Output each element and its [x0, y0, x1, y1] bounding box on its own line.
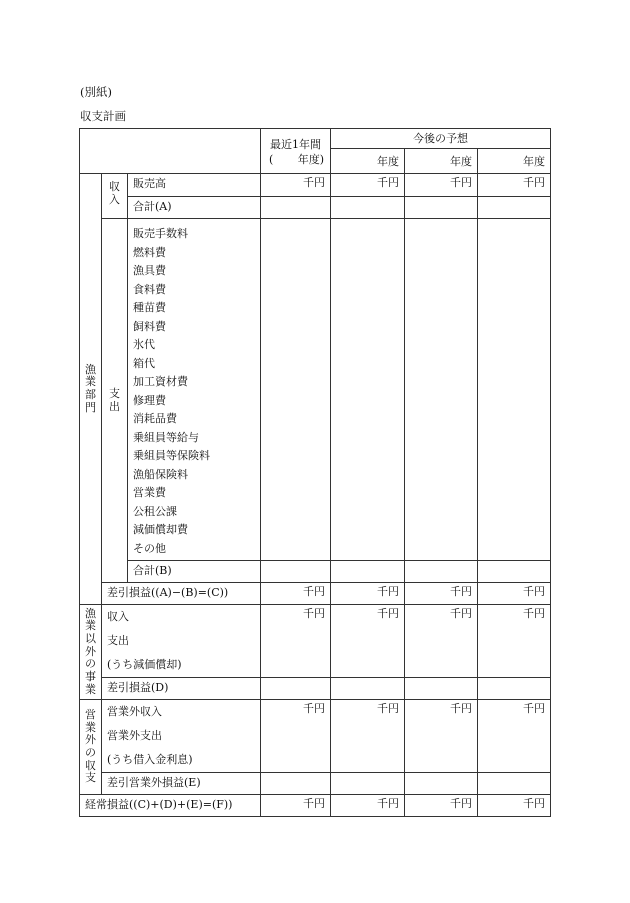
- expense-item: 修理費: [133, 393, 166, 407]
- nonop-balance-label: 差引営業外損益(E): [102, 773, 261, 795]
- other-balance-f3: [478, 678, 551, 700]
- nonop-char-1: 営: [85, 708, 96, 722]
- nonop-char-2: 業: [85, 720, 96, 734]
- forecast-year-3: 年度: [478, 149, 551, 174]
- ordinary-f1-unit: 千円: [331, 795, 405, 817]
- nonop-char-4: の: [85, 746, 96, 759]
- other-char-3: 以: [85, 632, 96, 646]
- recent-year-field: [261, 150, 330, 165]
- nonop-char-3: 外: [85, 733, 96, 747]
- other-char-6: 事: [85, 669, 96, 683]
- income-total-f2: [405, 197, 478, 219]
- non-operating-items: [102, 700, 261, 773]
- nonop-f3-unit: 千円: [478, 700, 551, 773]
- expense-total-f3: [478, 561, 551, 583]
- nonop-income-label: 営業外収入: [107, 705, 162, 718]
- expense-items-list: [128, 219, 261, 561]
- nonop-balance-f3: [478, 773, 551, 795]
- fishery-section-label: [80, 174, 102, 605]
- income-char-1: 収: [109, 180, 120, 193]
- forecast-year-1: 年度: [331, 149, 405, 174]
- other-income-label: 収入: [107, 610, 129, 623]
- other-char-4: 外: [85, 644, 96, 658]
- expense-group-label: [102, 219, 128, 583]
- other-balance-recent: [261, 678, 331, 700]
- income-total-label: 合計(A): [128, 197, 261, 219]
- nonop-balance-f2: [405, 773, 478, 795]
- expense-item: 乗組員等給与: [133, 430, 199, 444]
- expense-item: 公租公課: [133, 504, 177, 518]
- document-title: 収支計画: [80, 109, 126, 123]
- expense-item: 乗組員等保険料: [133, 449, 210, 462]
- sales-recent-unit: 千円: [261, 174, 331, 197]
- nonop-balance-f1: [331, 773, 405, 795]
- forecast-year-2: 年度: [405, 149, 478, 174]
- sales-f1-unit: 千円: [331, 174, 405, 197]
- ordinary-f2-unit: 千円: [405, 795, 478, 817]
- nonop-char-5: 収: [85, 758, 96, 772]
- expenses-f1: [331, 219, 405, 561]
- expense-item: 漁船保険料: [133, 467, 188, 481]
- expense-item: 消耗品費: [133, 412, 177, 425]
- nonop-f2-unit: 千円: [405, 700, 478, 773]
- expense-item: 販売手数料: [133, 227, 188, 240]
- ordinary-profit-label: 経常損益((C)+(D)+(E)=(F)): [80, 795, 261, 817]
- expense-item: 営業費: [133, 486, 166, 499]
- sales-f3-unit: 千円: [478, 174, 551, 197]
- expense-total-f1: [331, 561, 405, 583]
- nonop-char-6: 支: [85, 771, 96, 785]
- expense-item: その他: [133, 541, 166, 555]
- ordinary-recent-unit: 千円: [261, 795, 331, 817]
- fishery-char-1: 漁: [85, 362, 96, 376]
- expense-total-recent: [261, 561, 331, 583]
- attachment-label: (別紙): [80, 85, 112, 99]
- other-balance-f2: [405, 678, 478, 700]
- fishery-balance-f2-unit: 千円: [405, 583, 478, 605]
- sales-f2-unit: 千円: [405, 174, 478, 197]
- other-char-1: 漁: [85, 606, 96, 620]
- header-blank-cell: [80, 129, 261, 174]
- expense-item: 氷代: [133, 338, 155, 351]
- other-char-5: の: [85, 657, 96, 671]
- fishery-char-2: 業: [85, 375, 96, 389]
- fishery-balance-f3-unit: 千円: [478, 583, 551, 605]
- expense-item: 飼料費: [133, 319, 166, 333]
- income-group-label: [102, 174, 128, 219]
- nonop-f1-unit: 千円: [331, 700, 405, 773]
- expense-item: 食料費: [133, 282, 166, 296]
- expense-item: 減価償却費: [133, 523, 188, 536]
- fishery-balance-f1-unit: 千円: [331, 583, 405, 605]
- expense-item: 漁具費: [133, 264, 166, 277]
- income-total-f1: [331, 197, 405, 219]
- nonop-interest-label: (うち借入金利息): [107, 753, 193, 766]
- other-expense-label: 支出: [107, 634, 129, 647]
- expenses-f3: [478, 219, 551, 561]
- other-business-items: [102, 605, 261, 678]
- non-operating-section-label: [80, 700, 102, 795]
- recent-period-label: 最近1年間: [270, 138, 321, 151]
- expense-item: 加工資材費: [133, 375, 188, 388]
- other-balance-label: 差引損益(D): [102, 678, 261, 700]
- fishery-balance-recent-unit: 千円: [261, 583, 331, 605]
- expense-item: 箱代: [133, 356, 155, 370]
- expense-item: 燃料費: [133, 245, 166, 259]
- other-f2-unit: 千円: [405, 605, 478, 678]
- recent-year-open: (: [269, 153, 274, 166]
- other-balance-f1: [331, 678, 405, 700]
- recent-year-header: [261, 129, 331, 174]
- nonop-expense-label: 営業外支出: [107, 729, 162, 742]
- other-depreciation-label: (うち減価償却): [107, 658, 182, 671]
- sales-label: 販売高: [128, 174, 261, 197]
- income-char-2: 入: [109, 192, 120, 206]
- income-expense-plan-table: [79, 128, 625, 817]
- recent-year-suffix: 年度): [297, 153, 324, 166]
- other-f1-unit: 千円: [331, 605, 405, 678]
- other-business-section-label: [80, 605, 102, 700]
- expense-char-2: 出: [109, 399, 120, 413]
- fishery-char-3: 部: [85, 388, 96, 401]
- nonop-balance-recent: [261, 773, 331, 795]
- other-recent-unit: 千円: [261, 605, 331, 678]
- expense-total-label: 合計(B): [128, 561, 261, 583]
- expense-char-1: 支: [109, 386, 120, 400]
- other-char-2: 業: [85, 619, 96, 633]
- fishery-char-4: 門: [85, 400, 96, 414]
- expense-item: 種苗費: [133, 301, 166, 314]
- nonop-recent-unit: 千円: [261, 700, 331, 773]
- expenses-recent: [261, 219, 331, 561]
- other-char-7: 業: [85, 682, 96, 696]
- expenses-f2: [405, 219, 478, 561]
- expense-total-f2: [405, 561, 478, 583]
- income-total-recent: [261, 197, 331, 219]
- forecast-header: 今後の予想: [331, 129, 551, 149]
- ordinary-f3-unit: 千円: [478, 795, 551, 817]
- fishery-balance-label: 差引損益((A)−(B)=(C)): [102, 583, 261, 605]
- income-total-f3: [478, 197, 551, 219]
- other-f3-unit: 千円: [478, 605, 551, 678]
